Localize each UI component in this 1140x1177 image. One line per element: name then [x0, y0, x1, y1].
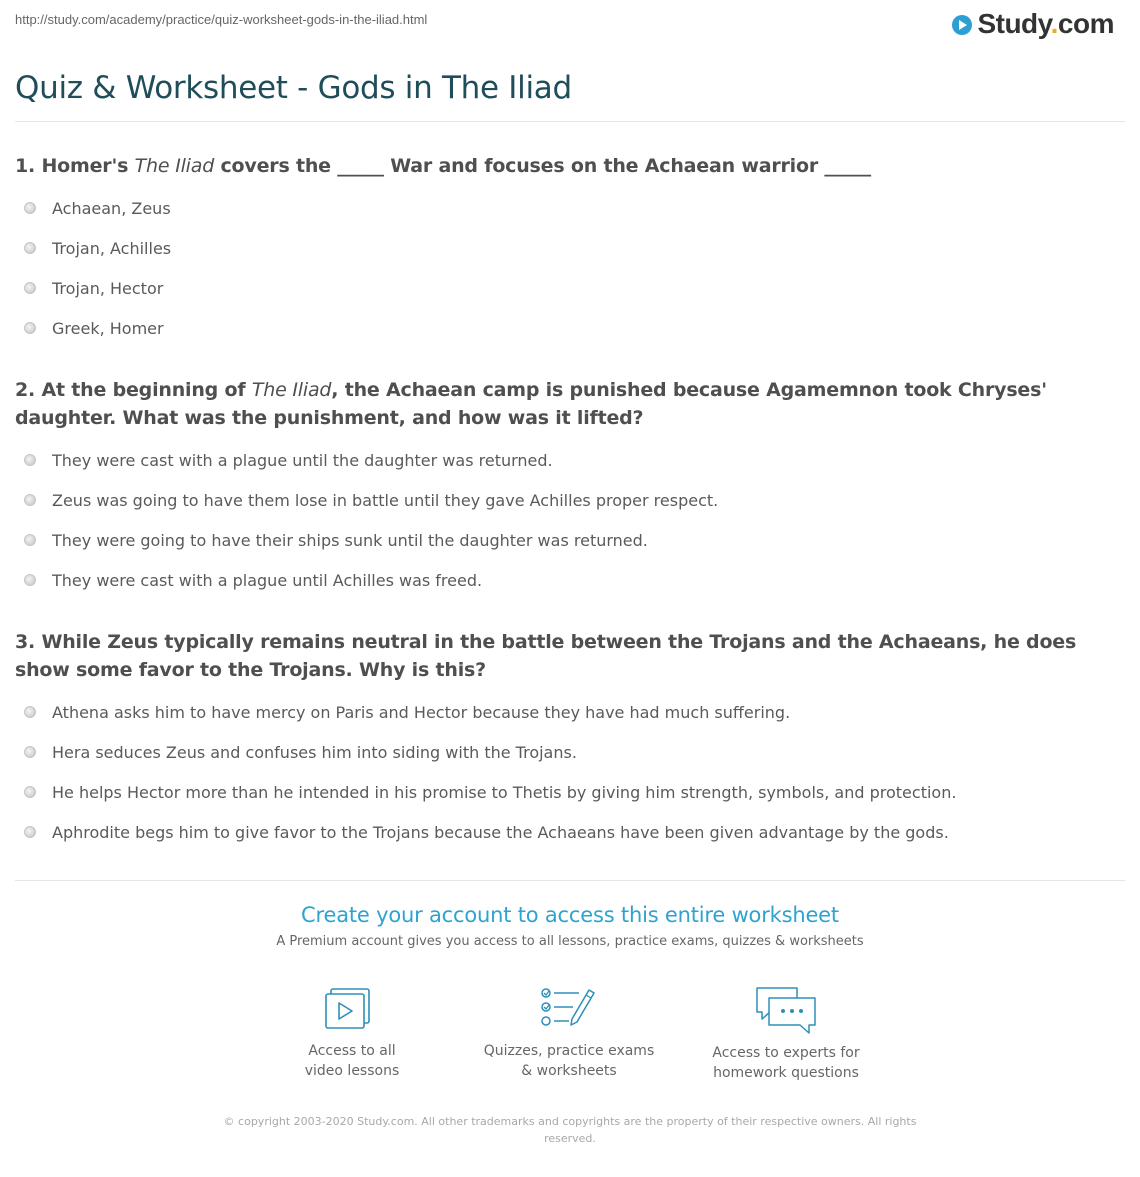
radio-button[interactable] — [24, 202, 36, 214]
title-divider — [15, 121, 1125, 122]
copyright-notice: © copyright 2003-2020 Study.com. All other trademarks and copyrights are the property of their respective owners. All rights reserved. — [223, 1115, 917, 1145]
radio-button[interactable] — [24, 826, 36, 838]
feature-label: Access to experts for homework questions — [712, 1045, 860, 1081]
radio-button[interactable] — [24, 322, 36, 334]
answer-list — [15, 188, 1125, 348]
radio-button[interactable] — [24, 746, 36, 758]
answer-option[interactable]: Greek, Homer — [15, 308, 1125, 348]
answer-list — [15, 692, 1125, 852]
feature-label: Quizzes, practice exams & worksheets — [483, 1043, 655, 1079]
play-logo-icon — [952, 15, 972, 35]
radio-button[interactable] — [24, 454, 36, 466]
chat-bubbles-icon — [686, 985, 886, 1035]
question-1 — [15, 152, 1125, 348]
answer-option[interactable]: They were going to have their ships sunk until the daughter was returned. — [15, 520, 1125, 560]
cta-divider — [15, 880, 1125, 881]
quiz-checklist-icon — [469, 985, 669, 1033]
page-title: Quiz & Worksheet - Gods in The Iliad — [15, 70, 572, 106]
feature-experts — [686, 985, 886, 1083]
question-3 — [15, 628, 1125, 852]
radio-button[interactable] — [24, 786, 36, 798]
video-lesson-icon — [252, 985, 452, 1033]
answer-option[interactable]: Zeus was going to have them lose in battle until they gave Achilles proper respect. — [15, 480, 1125, 520]
feature-label: Access to all video lessons — [304, 1043, 400, 1079]
study-com-logo[interactable] — [952, 8, 1114, 40]
question-2 — [15, 376, 1125, 600]
question-text: 2. At the beginning of The Iliad, the Achaean camp is punished because Agamemnon took Chryses' daughter. What was the punishment, and how was it lifted? — [15, 379, 1047, 429]
logo-text: Study.com — [977, 8, 1114, 39]
radio-button[interactable] — [24, 706, 36, 718]
radio-button[interactable] — [24, 574, 36, 586]
answer-list — [15, 440, 1125, 600]
question-text: 1. Homer's The Iliad covers the _____ War and focuses on the Achaean warrior _____ — [15, 155, 871, 177]
question-text: 3. While Zeus typically remains neutral in the battle between the Trojans and the Achaeans, he does show some favor to the Trojans. Why is this? — [15, 631, 1077, 681]
answer-option[interactable]: Achaean, Zeus — [15, 188, 1125, 228]
answer-option[interactable]: They were cast with a plague until Achilles was freed. — [15, 560, 1125, 600]
create-account-link[interactable]: Create your account to access this entire worksheet — [301, 903, 839, 927]
radio-button[interactable] — [24, 282, 36, 294]
page-url[interactable]: http://study.com/academy/practice/quiz-worksheet-gods-in-the-iliad.html — [15, 12, 428, 27]
answer-option[interactable]: Athena asks him to have mercy on Paris and Hector because they have had much suffering. — [15, 692, 1125, 732]
feature-video-lessons — [252, 985, 452, 1081]
answer-option[interactable]: Aphrodite begs him to give favor to the Trojans because the Achaeans have been given advantage by the gods. — [15, 812, 1125, 852]
answer-option[interactable]: Trojan, Hector — [15, 268, 1125, 308]
top-bar — [0, 0, 1140, 50]
radio-button[interactable] — [24, 242, 36, 254]
answer-option[interactable]: They were cast with a plague until the daughter was returned. — [15, 440, 1125, 480]
feature-quizzes — [469, 985, 669, 1081]
answer-option[interactable]: He helps Hector more than he intended in his promise to Thetis by giving him strength, symbols, and protection. — [15, 772, 1125, 812]
radio-button[interactable] — [24, 494, 36, 506]
cta-subtitle: A Premium account gives you access to all lessons, practice exams, quizzes & worksheets — [276, 934, 864, 949]
answer-option[interactable]: Trojan, Achilles — [15, 228, 1125, 268]
answer-option[interactable]: Hera seduces Zeus and confuses him into siding with the Trojans. — [15, 732, 1125, 772]
radio-button[interactable] — [24, 534, 36, 546]
